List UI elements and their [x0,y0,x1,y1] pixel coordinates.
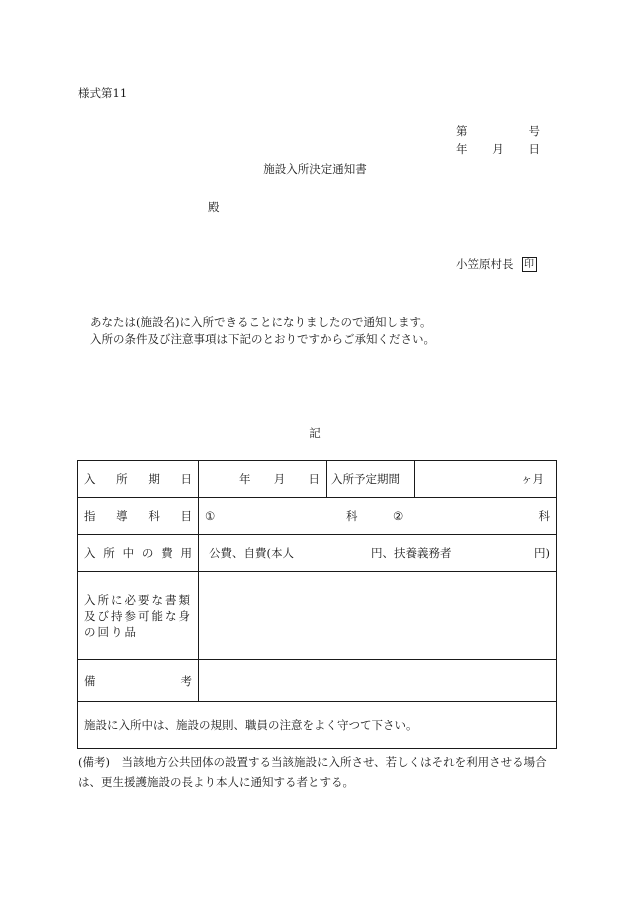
notes: (備考) 当該地方公共団体の設置する当該施設に入所させ、若しくはそれを利用させる場合は、更生援護施設の長より本人に通知する者とする。 [78,755,547,789]
document-number [456,123,540,139]
detail-table [77,460,557,749]
date-day: 日 [528,142,540,156]
document-title: 施設入所決定通知書 [263,162,367,176]
notice-text: 施設に入所中は、施設の規則、職員の注意をよく守つて下さい。 [78,702,557,749]
body-text-line-2: 入所の条件及び注意事項は下記のとおりですからご承知ください。 [90,332,435,346]
label-cost: 入 所 中 の 費 用 [78,535,199,572]
label-admission-date: 入 所 期 日 [78,461,199,498]
guidance-subjects-field[interactable]: ① 科 ② 科 [199,498,557,535]
cost-field[interactable]: 公費、自費(本人 円、扶養義務者 円) [199,535,557,572]
label-required-items: 入所に必要な書類及び持参可能な身の回り品 [78,572,199,660]
table-row-required-items [78,572,557,660]
label-planned-period: 入所予定期間 [327,461,415,498]
admission-date-field[interactable]: 年 月 日 [199,461,327,498]
doc-number-suffix: 号 [528,124,540,138]
table-row-admission-date [78,461,557,498]
table-row-subjects [78,498,557,535]
doc-number-prefix: 第 [456,124,468,138]
table-row-remarks [78,660,557,702]
date-line [456,141,540,157]
form-number: 様式第11 [78,86,128,100]
date-year: 年 [456,142,468,156]
label-remarks: 備 考 [78,660,199,702]
sender-name: 小笠原村長 [456,257,514,271]
table-row-cost [78,535,557,572]
body-text-line-1: あなたは(施設名)に入所できることになりましたので通知します。 [90,315,432,329]
sender [456,256,537,272]
planned-period-field[interactable]: ヶ月 [415,461,557,498]
table-row-notice [78,702,557,749]
ki-heading: 記 [309,426,321,440]
seal-icon: 印 [522,257,537,272]
label-guidance-subjects: 指 導 科 目 [78,498,199,535]
addressee-honorific: 殿 [208,200,220,214]
required-items-field[interactable] [199,572,557,660]
remarks-field[interactable] [199,660,557,702]
date-month: 月 [492,142,504,156]
